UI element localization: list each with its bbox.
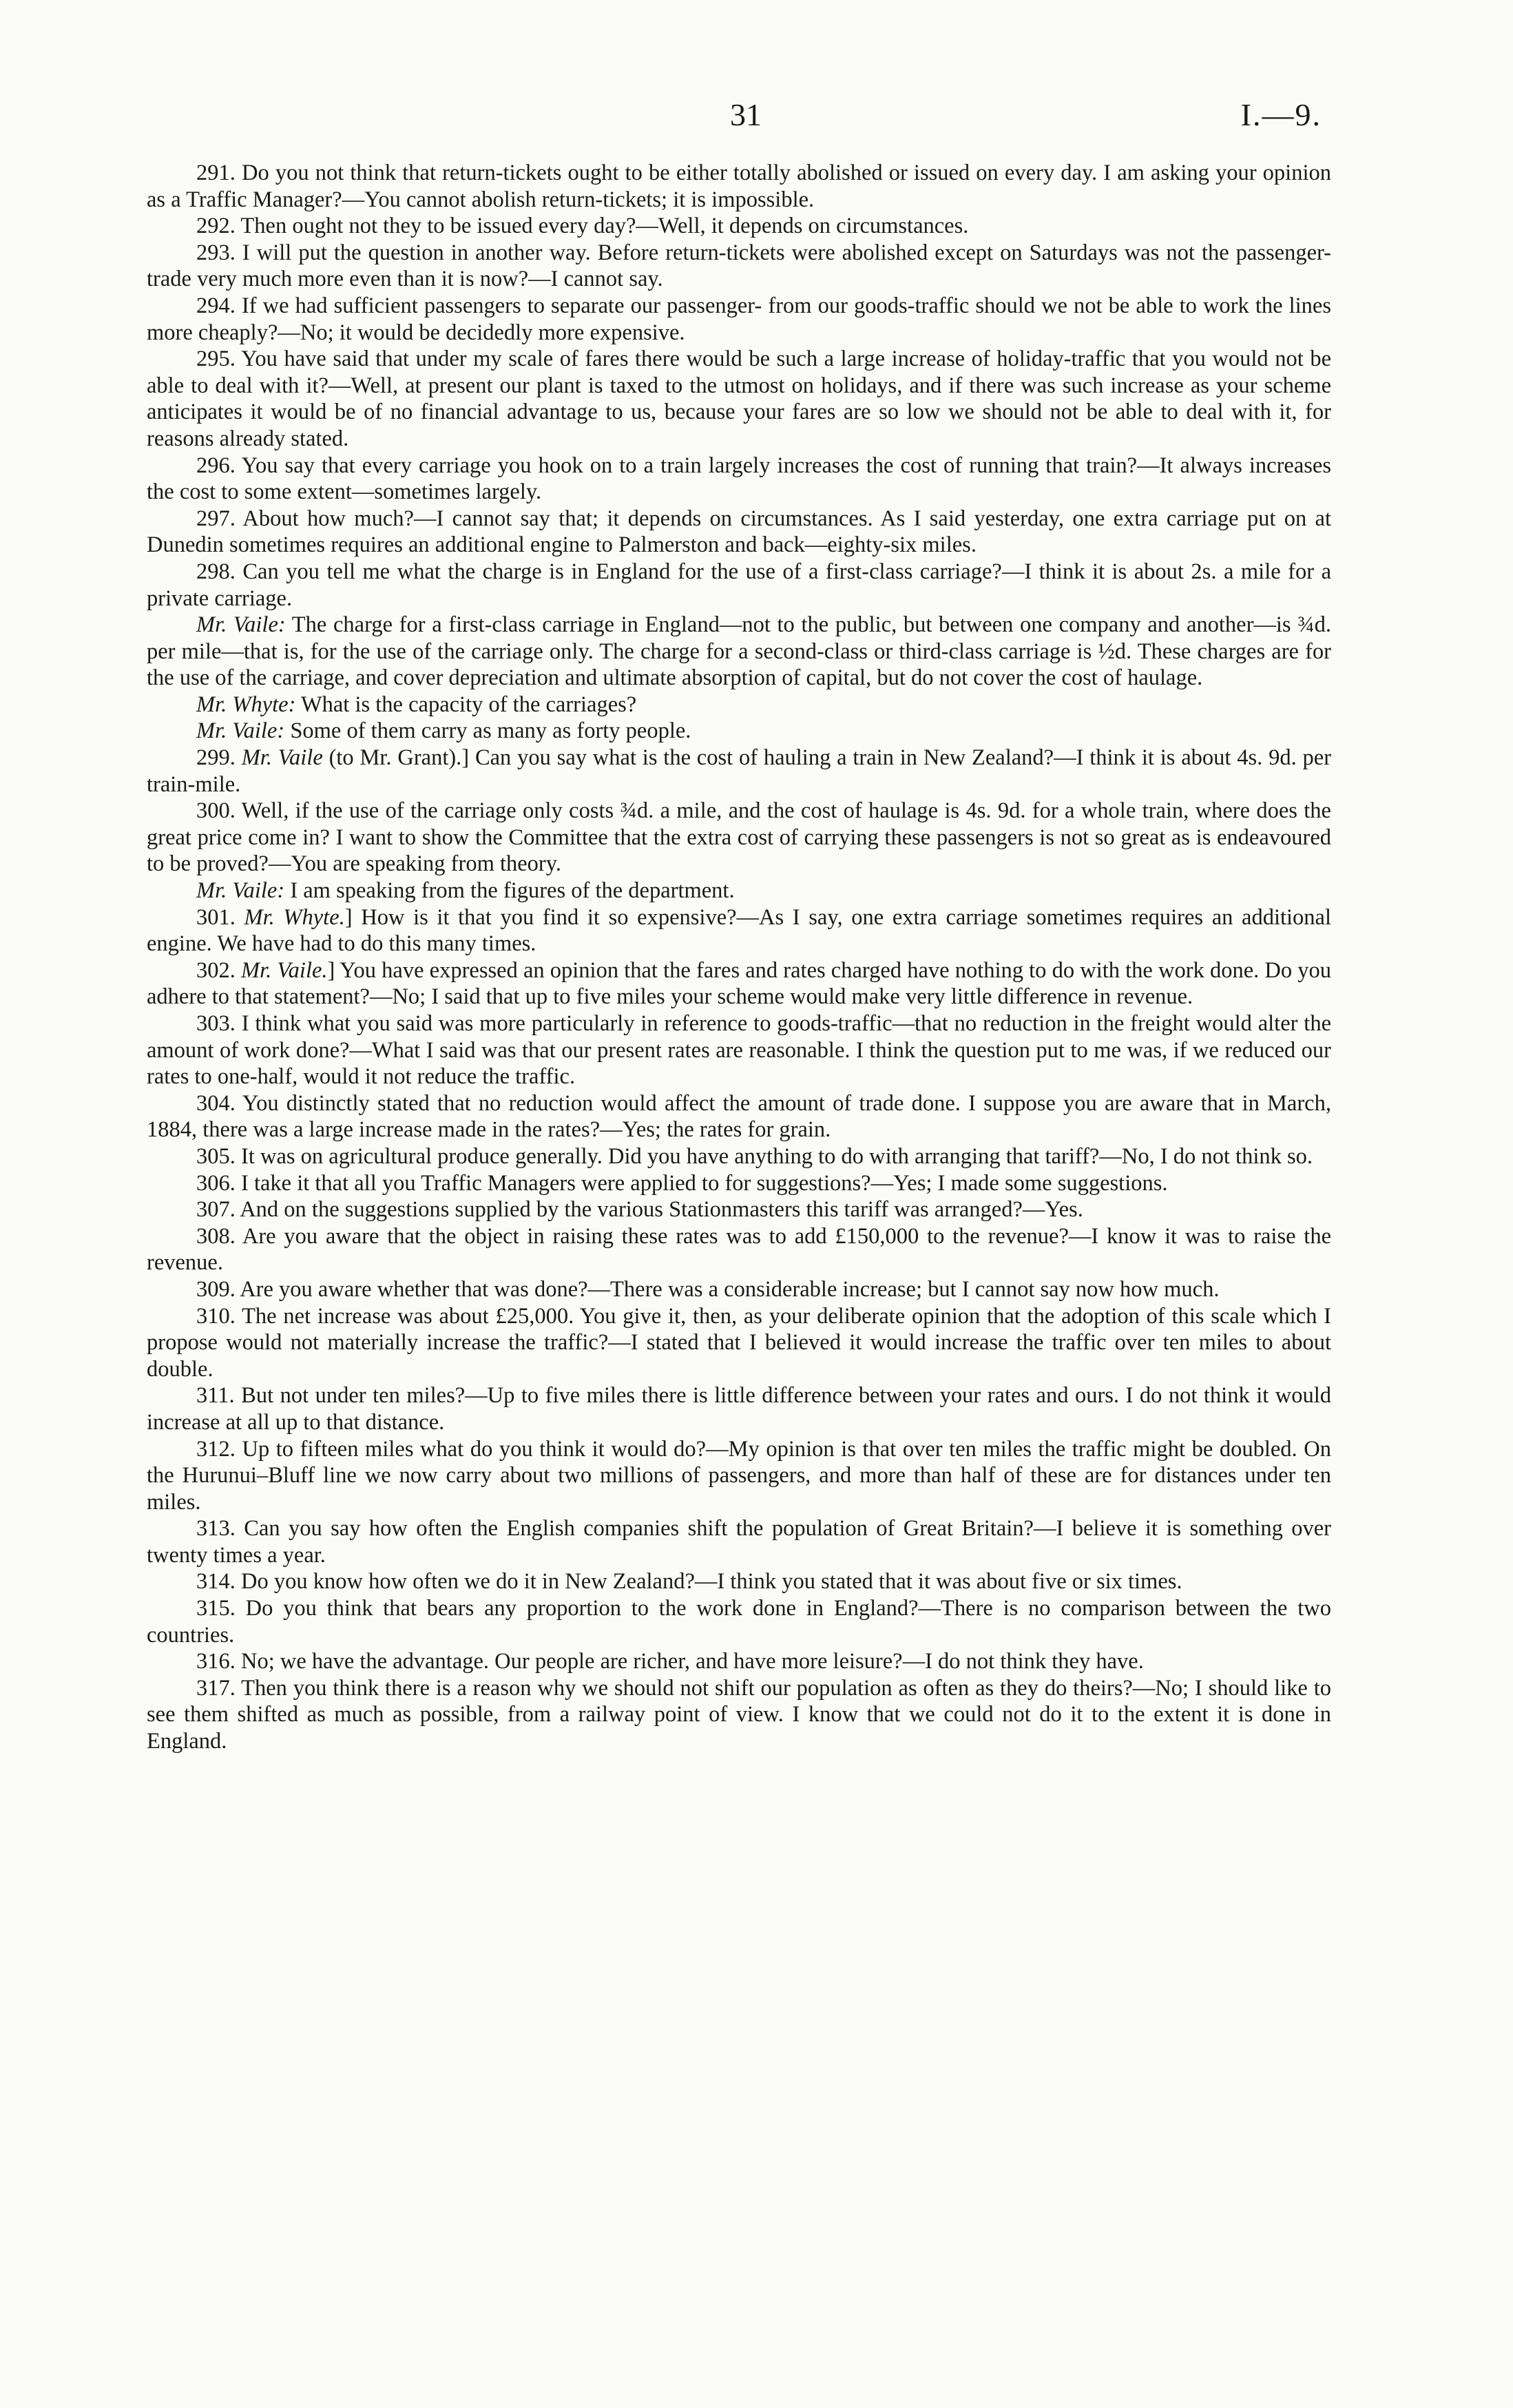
- paragraph-text: 300. Well, if the use of the carriage only costs ¾d. a mile, and the cost of haulage is 4s. 9d. for a whole train, where does the great price come in? I want to show the Committee that the extra cost of carrying these passengers is not so great as is endeavoured to be proved?—You are speaking from theory.: [147, 798, 1331, 877]
- paragraph-text: 309. Are you aware whether that was done?—There was a considerable increase; but I cannot say now how much.: [196, 1276, 1220, 1302]
- paragraph-text: 306. I take it that all you Traffic Managers were applied to for suggestions?—Yes; I made some suggestions.: [196, 1170, 1168, 1196]
- evidence-paragraph: [147, 1595, 1331, 1648]
- document-reference: I.—9.: [1240, 97, 1322, 132]
- evidence-paragraph: [147, 293, 1331, 346]
- question-number: 299.: [196, 745, 236, 771]
- evidence-paragraph: [147, 1648, 1331, 1675]
- speaker-name: Mr. Vaile:: [196, 718, 285, 744]
- evidence-paragraph: [147, 1143, 1331, 1170]
- speaker-name: Mr. Whyte.: [244, 904, 345, 930]
- paragraph-text: 307. And on the suggestions supplied by the various Stationmasters this tariff was arranged?—Yes.: [196, 1197, 1083, 1223]
- paragraph-text: ] You have expressed an opinion that the fares and rates charged have nothing to do with the work done. Do you adhere to that statement?—No; I said that up to five miles your scheme would make very little difference in revenue.: [147, 957, 1332, 1010]
- evidence-paragraph: [147, 506, 1331, 559]
- speaker-name: Mr. Vaile.: [241, 957, 328, 983]
- paragraph-text: ] How is it that you find it so expensive?—As I say, one extra carriage sometimes requires an additional engine. We have had to do this many times.: [147, 904, 1332, 957]
- paragraph-text: 297. About how much?—I cannot say that; it depends on circumstances. As I said yesterday, one extra carriage put on at Dunedin sometimes requires an additional engine to Palmerston and back—eighty-six miles.: [147, 506, 1331, 558]
- evidence-paragraph: [147, 1276, 1331, 1303]
- minutes-of-evidence: [147, 160, 1331, 1755]
- speaker-name: Mr. Vaile:: [196, 612, 286, 638]
- paragraph-text: 292. Then ought not they to be issued every day?—Well, it depends on circumstances.: [196, 214, 969, 239]
- evidence-paragraph: [147, 1436, 1331, 1516]
- evidence-paragraph: [147, 1303, 1331, 1383]
- paragraph-text: 315. Do you think that bears any proportion to the work done in England?—There is no comparison between the two countries.: [147, 1596, 1331, 1648]
- evidence-paragraph: [147, 718, 1331, 745]
- evidence-paragraph: [147, 1090, 1331, 1143]
- question-number: 301.: [196, 904, 236, 930]
- paragraph-text: 308. Are you aware that the object in raising these rates was to add £150,000 to the revenue?—I know it was to raise the revenue.: [147, 1223, 1331, 1276]
- paragraph-text: 295. You have said that under my scale of fares there would be such a large increase of holiday-traffic that you would not be able to deal with it?—Well, at present our plant is taxed to the utmost on holidays, and if there was such increase as your scheme anticipates it would be of no financial advantage to us, because your fares are so low we should not be able to deal with it, for reasons already stated.: [147, 346, 1331, 451]
- paragraph-text: 293. I will put the question in another way. Before return-tickets were abolished except on Saturdays was not the passenger-trade very much more even than it is now?—I cannot say.: [147, 240, 1331, 292]
- evidence-paragraph: [147, 1010, 1331, 1090]
- evidence-paragraph: [147, 745, 1331, 798]
- evidence-paragraph: [147, 798, 1331, 878]
- evidence-paragraph: [147, 1675, 1331, 1755]
- evidence-paragraph: [147, 878, 1331, 904]
- paragraph-text: 316. No; we have the advantage. Our people are richer, and have more leisure?—I do not think they have.: [196, 1649, 1144, 1674]
- evidence-paragraph: [147, 1515, 1331, 1568]
- evidence-paragraph: [147, 160, 1331, 213]
- paragraph-text: 305. It was on agricultural produce generally. Did you have anything to do with arranging that tariff?—No, I do not think so.: [196, 1143, 1313, 1169]
- evidence-paragraph: [147, 346, 1331, 452]
- paragraph-text: Some of them carry as many as forty people.: [290, 718, 691, 744]
- evidence-paragraph: [147, 240, 1331, 293]
- evidence-paragraph: [147, 692, 1331, 718]
- paragraph-text: 303. I think what you said was more particularly in reference to goods-traffic—that no reduction in the freight would alter the amount of work done?—What I said was that our present rates are reasonable. I think the question put to me was, if we reduced our rates to one-half, would it not reduce the traffic.: [147, 1011, 1331, 1090]
- paragraph-text: The charge for a first-class carriage in England—not to the public, but between one company and another—is ¾d. per mile—that is, for the use of the carriage only. The charge for a second-class or third-class carriage is ½d. These charges are for the use of the carriage, and cover depreciation and ultimate absorption of capital, but do not cover the cost of haulage.: [147, 612, 1331, 691]
- speaker-name: Mr. Vaile:: [196, 878, 285, 904]
- evidence-paragraph: [147, 904, 1331, 957]
- evidence-paragraph: [147, 1382, 1331, 1435]
- evidence-paragraph: [147, 957, 1331, 1010]
- page-header: [0, 96, 1513, 145]
- evidence-paragraph: [147, 1568, 1331, 1595]
- paragraph-text: 317. Then you think there is a reason why we should not shift our population as often as they do theirs?—No; I should like to see them shifted as much as possible, from a railway point of view. I know that we could not do it to the extent it is done in England.: [147, 1675, 1331, 1754]
- paragraph-text: 314. Do you know how often we do it in New Zealand?—I think you stated that it was about five or six times.: [196, 1569, 1182, 1595]
- paragraph-text: What is the capacity of the carriages?: [300, 692, 637, 717]
- paragraph-text: 312. Up to fifteen miles what do you think it would do?—My opinion is that over ten miles the traffic might be doubled. On the Hurunui–Bluff line we now carry about two millions of passengers, and more than half of these are for distances under ten miles.: [147, 1436, 1331, 1515]
- evidence-paragraph: [147, 559, 1331, 612]
- evidence-paragraph: [147, 213, 1331, 240]
- paragraph-text: 298. Can you tell me what the charge is in England for the use of a first-class carriage?—I think it is about 2s. a mile for a private carriage.: [147, 559, 1331, 611]
- evidence-paragraph: [147, 1170, 1331, 1197]
- paragraph-text: 296. You say that every carriage you hook on to a train largely increases the cost of running that train?—It always increases the cost to some extent—sometimes largely.: [147, 453, 1331, 505]
- speaker-name: Mr. Whyte:: [196, 692, 296, 717]
- speaker-name: Mr. Vaile: [241, 745, 323, 771]
- paragraph-text: 304. You distinctly stated that no reduction would affect the amount of trade done. I suppose you are aware that in March, 1884, there was a large increase made in the rates?—Yes; the rates for grain.: [147, 1090, 1331, 1143]
- evidence-paragraph: [147, 1196, 1331, 1223]
- paragraph-text: I am speaking from the figures of the department.: [290, 878, 735, 904]
- page-number: 31: [730, 97, 762, 132]
- evidence-paragraph: [147, 612, 1331, 692]
- paragraph-text: 294. If we had sufficient passengers to separate our passenger- from our goods-traffic should we not be able to work the lines more cheaply?—No; it would be decidedly more expensive.: [147, 293, 1331, 345]
- paragraph-text: 310. The net increase was about £25,000. You give it, then, as your deliberate opinion that the adoption of this scale which I propose would not materially increase the traffic?—I stated that I believed it would increase the traffic over ten miles to about double.: [147, 1303, 1331, 1382]
- evidence-paragraph: [147, 453, 1331, 506]
- question-number: 302.: [196, 957, 236, 983]
- paragraph-text: (to Mr. Grant).] Can you say what is the cost of hauling a train in New Zealand?—I think it is about 4s. 9d. per train-mile.: [147, 745, 1332, 797]
- evidence-paragraph: [147, 1223, 1331, 1276]
- paragraph-text: 313. Can you say how often the English companies shift the population of Great Britain?—I believe it is something over twenty times a year.: [147, 1516, 1331, 1568]
- paragraph-text: 311. But not under ten miles?—Up to five miles there is little difference between your rates and ours. I do not think it would increase at all up to that distance.: [147, 1383, 1331, 1435]
- paragraph-text: 291. Do you not think that return-tickets ought to be either totally abolished or issued on every day. I am asking your opinion as a Traffic Manager?—You cannot abolish return-tickets; it is impossible.: [147, 160, 1331, 212]
